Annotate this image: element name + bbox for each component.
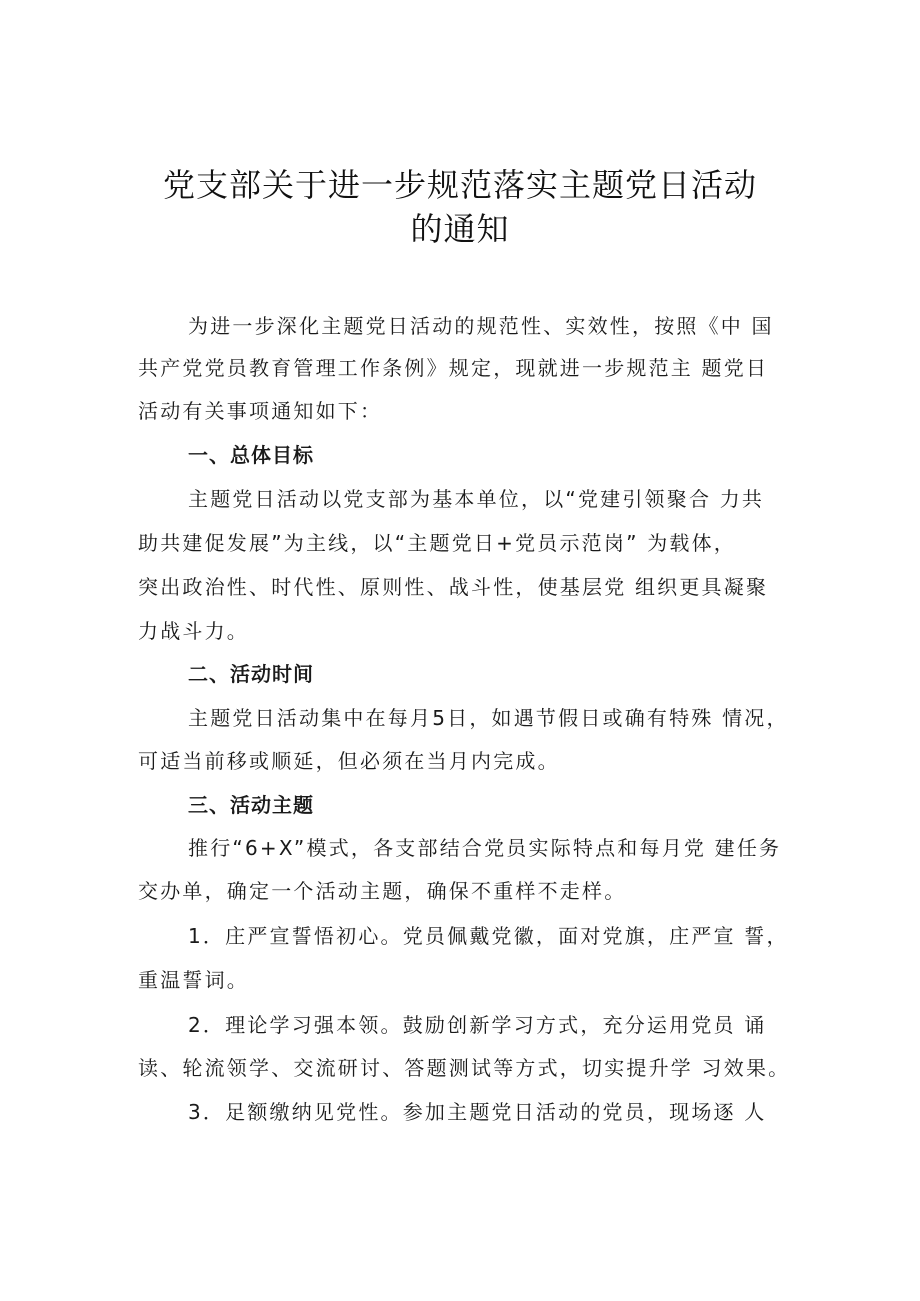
section2-line-1: 主题党日活动集中在每月5日，如遇节假日或确有特殊 情况，	[188, 706, 789, 730]
section2-line-2: 可适当前移或顺延，但必须在当月内完成。	[138, 749, 560, 773]
intro-line-3: 活动有关事项通知如下：	[138, 399, 383, 423]
section1-line-2: 助共建促发展”为主线，以“主题党日+党员示范岗” 为载体，	[138, 531, 736, 555]
section3-line-1: 推行“6+X”模式，各支部结合党员实际特点和每月党 建任务	[188, 836, 782, 860]
theme-item-2-line-1: 2．理论学习强本领。鼓励创新学习方式，充分运用党员 诵	[188, 1013, 767, 1037]
intro-line-1: 为进一步深化主题党日活动的规范性、实效性，按照《中 国	[188, 314, 774, 338]
document-title-line-2: 的通知	[410, 210, 510, 248]
section1-line-3: 突出政治性、时代性、原则性、战斗性，使基层党 组织更具凝聚	[138, 575, 769, 599]
document-title-line-1: 党支部关于进一步规范落实主题党日活动	[162, 166, 757, 204]
section1-line-4: 力战斗力。	[138, 619, 249, 643]
section-heading-theme: 三、活动主题	[188, 793, 314, 817]
section-heading-time: 二、活动时间	[188, 662, 314, 686]
section-heading-goals: 一、总体目标	[188, 443, 314, 467]
intro-line-2: 共产党党员教育管理工作条例》规定，现就进一步规范主 题党日	[138, 356, 769, 380]
theme-item-3-line-1: 3．足额缴纳见党性。参加主题党日活动的党员，现场逐 人	[188, 1100, 767, 1124]
section1-line-1: 主题党日活动以党支部为基本单位，以“党建引领聚合 力共	[188, 487, 765, 511]
theme-item-1-line-1: 1．庄严宣誓悟初心。党员佩戴党徽，面对党旗，庄严宣 誓，	[188, 924, 789, 948]
theme-item-2-line-2: 读、轮流领学、交流研讨、答题测试等方式，切实提升学 习效果。	[138, 1056, 791, 1080]
theme-item-1-line-2: 重温誓词。	[138, 968, 249, 992]
section3-line-2: 交办单，确定一个活动主题，确保不重样不走样。	[138, 879, 627, 903]
